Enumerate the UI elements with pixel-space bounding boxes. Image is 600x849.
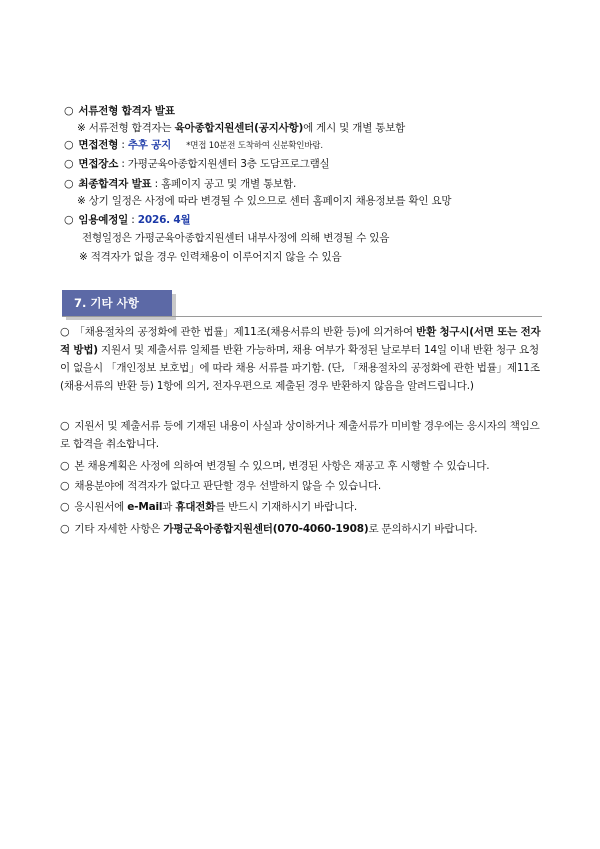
bullet: ○ (64, 157, 74, 170)
appoint-line1 (82, 231, 389, 245)
para-bold: 휴대전화 (175, 501, 216, 513)
interview-row (64, 138, 323, 153)
para-bold: 가평군육아종합지원센터(070-4060-1908) (163, 523, 369, 535)
bullet: ○ (60, 522, 70, 535)
bullet: ○ (60, 479, 70, 492)
final-row (64, 177, 296, 191)
para-text: 기타 자세한 사항은 (74, 523, 164, 535)
para-no-candidate (60, 479, 381, 493)
note-bold: 육아종합지원센터(공지사항) (174, 122, 304, 134)
bullet: ○ (64, 104, 74, 117)
appoint-line2-text: ※ 적격자가 없을 경우 인력채용이 이루어지지 않을 수 있음 (79, 251, 342, 263)
interview-note: *면접 10분전 도착하여 신분확인바람. (186, 141, 323, 151)
sep: : (128, 214, 138, 226)
para-text: 본 채용계획은 사정에 의하여 변경될 수 있으며, 변경된 사항은 재공고 후 시행할 수 있습니다. (74, 460, 490, 472)
bullet: ○ (60, 500, 70, 513)
para-records-return (60, 323, 542, 395)
note-text: 에 게시 및 개별 통보함 (303, 122, 406, 134)
para-text: 지원서 및 제출서류 등에 기재된 내용이 사실과 상이하거나 제출서류가 미비할 경우에는 응시자의 책임으로 합격을 취소합니다. (60, 420, 540, 450)
place-row (64, 157, 329, 171)
appoint-row (64, 213, 190, 227)
section-divider (62, 316, 542, 317)
para-bold: e-Mail (127, 501, 163, 513)
bullet: ○ (64, 213, 74, 226)
para-text: 채용분야에 적격자가 없다고 판단할 경우 선발하지 않을 수 있습니다. (74, 480, 382, 492)
section-title: 7. 기타 사항 (74, 296, 139, 310)
final-title: 최종합격자 발표 (78, 178, 152, 190)
doc-pass-note (77, 121, 405, 135)
doc-pass-heading (64, 104, 175, 118)
place-title: 면접장소 (78, 158, 119, 170)
para-text: 응시원서에 (74, 501, 128, 513)
final-note (77, 194, 451, 208)
para-false-info (60, 417, 542, 453)
para-plan-change (60, 459, 489, 473)
para-bold: 반환 청구시(서면 또는 전자적 방법) (60, 326, 541, 356)
bullet: ○ (60, 459, 70, 472)
appoint-line1-text: 전형일정은 가평군육아종합지원센터 내부사정에 의해 변경될 수 있음 (82, 232, 390, 244)
bullet: ○ (60, 419, 70, 432)
final-note-text: ※ 상기 일정은 사정에 따라 변경될 수 있으므로 센터 홈페이지 채용정보를 확인 요망 (77, 195, 452, 207)
interview-value: 추후 공지 (127, 139, 172, 151)
bullet: ○ (60, 325, 70, 338)
interview-title: 면접전형 (78, 139, 119, 151)
para-text: 로 문의하시기 바랍니다. (368, 523, 478, 535)
bullet: ○ (64, 177, 74, 190)
para-text: 지원서 및 제출서류 일체를 반환 가능하며, 채용 여부가 확정된 날로부터 14일 이내 반환 청구 요청이 없을시 「개인정보 보호법」에 따라 채용 서류를 파기함. (단, 「채용절차의 공정화에 관한 법률」제11조(채용서류의 반환 등) 1항에 의거, 전자우편으로 제출된 경우 반환하지 않음을 알려드립니다.) (60, 344, 540, 392)
para-text: 「채용절차의 공정화에 관한 법률」제11조(채용서류의 반환 등)에 의거하여 (74, 326, 417, 338)
para-contact-required (60, 500, 357, 514)
para-text: 를 반드시 기재하시기 바랍니다. (215, 501, 357, 513)
para-text: 과 (162, 501, 176, 513)
para-inquiry (60, 522, 477, 536)
appoint-title: 임용예정일 (78, 214, 129, 226)
sep: : (118, 139, 128, 151)
appoint-line2 (79, 250, 341, 264)
note-text: ※ 서류전형 합격자는 (77, 122, 175, 134)
appoint-value: 2026. 4월 (137, 214, 191, 226)
place-value: : 가평군육아종합지원센터 3층 도담프로그램실 (118, 158, 330, 170)
doc-pass-title: 서류전형 합격자 발표 (78, 105, 175, 117)
section-header (62, 290, 172, 316)
bullet: ○ (64, 138, 74, 151)
final-value: : 홈페이지 공고 및 개별 통보함. (151, 178, 297, 190)
